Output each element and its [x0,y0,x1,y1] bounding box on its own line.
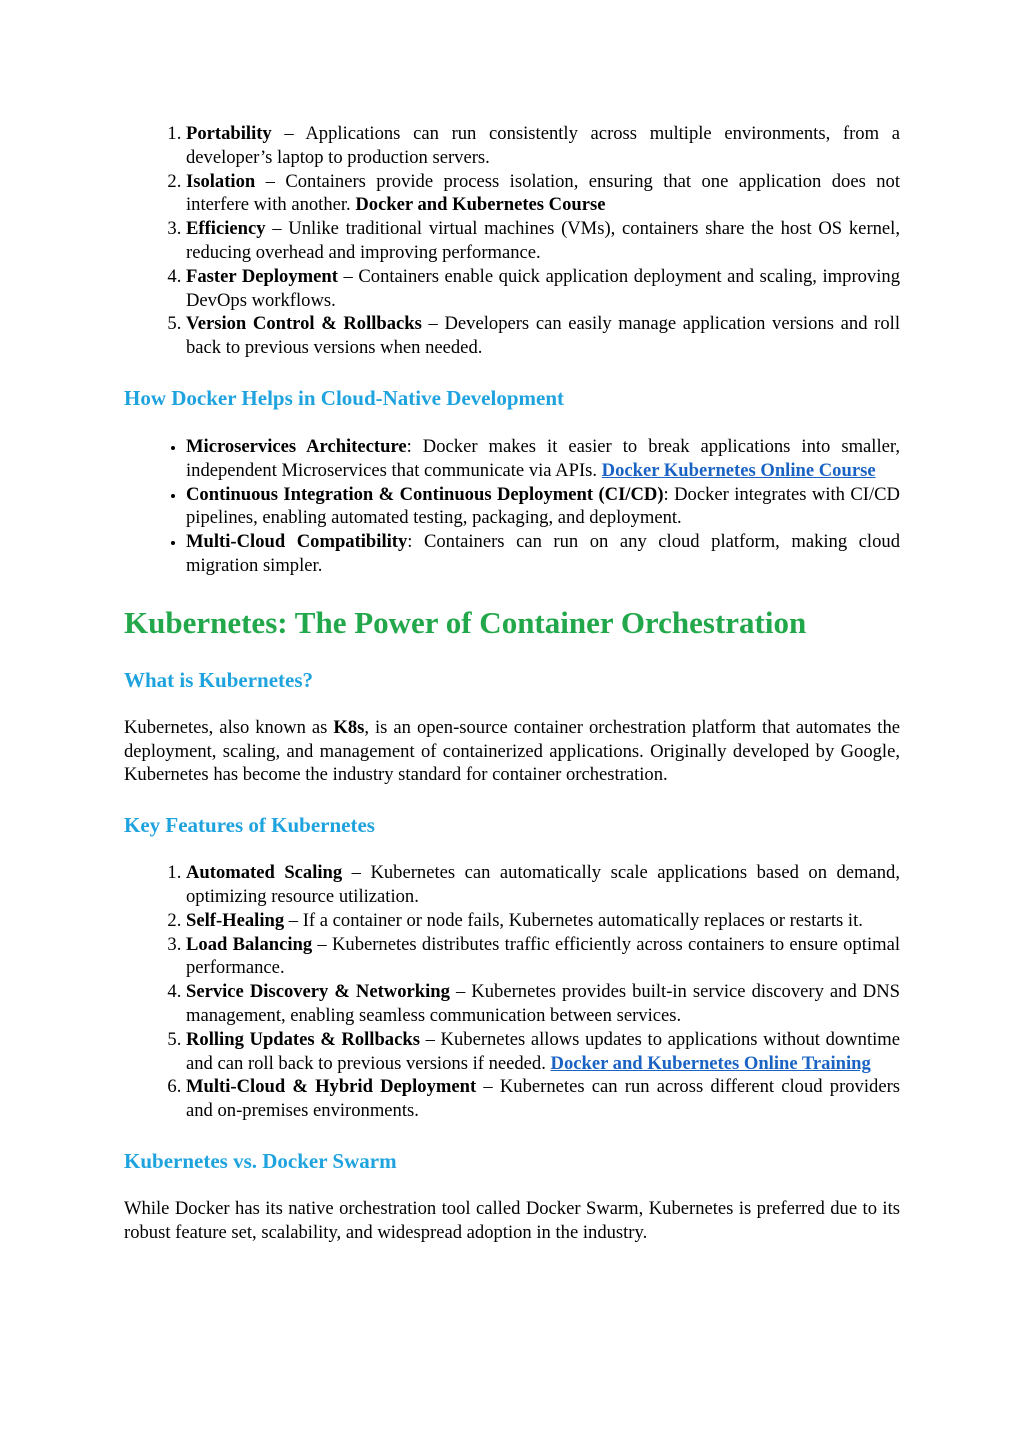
list-item [186,312,900,360]
list-item [186,980,900,1028]
list-item-term: Portability [186,123,272,144]
paragraph-text: Kubernetes, also known as [124,716,334,738]
paragraph-text: , is an open-source container orchestration platform that automates the deployment, scaling, and management of containerized applications. Originally developed by Google, Kubernetes has become the industry standard for container orchestration. [124,716,901,786]
list-item-term: Version Control & Rollbacks [186,313,422,335]
key-features-heading: Key Features of Kubernetes [124,813,375,838]
list-item [186,909,900,933]
list-item-text: – Kubernetes provides built-in service discovery and DNS management, enabling seamless communication between services. [186,981,900,1026]
list-item-text: – Containers provide process isolation, ensuring that one application does not interfere with another. [186,170,900,216]
list-item-term: Automated Scaling [186,862,343,884]
list-item [186,265,900,313]
list-item-term: Continuous Integration & Continuous Deployment (CI/CD) [186,483,664,505]
list-item [186,435,900,483]
list-item-text: – Applications can run consistently across multiple environments, from a developer’s laptop to production servers. [186,123,900,168]
list-item-text: : Containers can run on any cloud platform, making cloud migration simpler. [186,531,900,576]
kubernetes-vs-swarm-heading: Kubernetes vs. Docker Swarm [124,1148,397,1173]
list-item-text: – Kubernetes allows updates to applications without downtime and can roll back to previous versions if needed. [186,1028,900,1074]
list-item-text: – Kubernetes can automatically scale applications based on demand, optimizing resource utilization. [186,862,900,907]
list-item [186,530,900,578]
list-item-term: Service Discovery & Networking [186,981,450,1003]
what-is-kubernetes-heading: What is Kubernetes? [124,667,313,692]
list-item-text: – If a container or node fails, Kubernetes automatically replaces or restarts it. [284,909,863,931]
docker-kubernetes-online-course-link[interactable]: Docker Kubernetes Online Course [601,459,876,481]
list-item [186,122,900,170]
list-item [186,861,900,909]
list-item-term: Multi-Cloud Compatibility [186,531,408,553]
what-is-kubernetes-paragraph [124,716,900,787]
docker-kubernetes-online-training-link[interactable]: Docker and Kubernetes Online Training [550,1052,871,1074]
list-item [186,1075,900,1123]
main-heading: Kubernetes: The Power of Container Orchestration [124,604,807,640]
list-item [186,217,900,265]
list-item-text: – Developers can easily manage application versions and roll back to previous versions when needed. [186,313,900,359]
list-item-term: Load Balancing [186,933,313,955]
list-item-term: Microservices Architecture [186,435,407,457]
kubernetes-vs-swarm-paragraph: While Docker has its native orchestration tool called Docker Swarm, Kubernetes is preferred due to its robust feature set, scalability, and widespread adoption in the industry. [124,1197,900,1243]
list-item-term: Faster Deployment [186,265,338,287]
list-item-text: – Unlike traditional virtual machines (VMs), containers share the host OS kernel, reducing overhead and improving performance. [186,218,900,263]
list-item-term: Rolling Updates & Rollbacks [186,1028,420,1050]
list-item-text: – Kubernetes distributes traffic efficiently across containers to ensure optimal performance. [186,933,900,979]
list-item [186,170,900,218]
course-name-text: Docker and Kubernetes Course [355,194,606,216]
key-features-list [124,861,900,1123]
list-item-text: – Containers enable quick application deployment and scaling, improving DevOps workflows. [186,265,900,311]
benefits-list [124,122,900,360]
document-page [124,122,900,1245]
list-item-term: Multi-Cloud & Hybrid Deployment [186,1076,477,1098]
list-item [186,1028,900,1076]
list-item-term: Isolation [186,170,256,192]
list-item-term: Efficiency [186,218,266,240]
list-item [186,483,900,531]
k8s-term: K8s [333,716,365,738]
list-item-text: : Docker makes it easier to break applications into smaller, independent Microservices that communicate via APIs. [186,435,900,481]
cloud-native-heading: How Docker Helps in Cloud-Native Development [124,385,565,410]
list-item-text: – Kubernetes can run across different cloud providers and on-premises environments. [186,1076,901,1122]
list-item-term: Self-Healing [186,909,285,931]
list-item [186,933,900,981]
cloud-native-list [124,435,900,578]
list-item-text: : Docker integrates with CI/CD pipelines, enabling automated testing, packaging, and deployment. [186,483,900,529]
